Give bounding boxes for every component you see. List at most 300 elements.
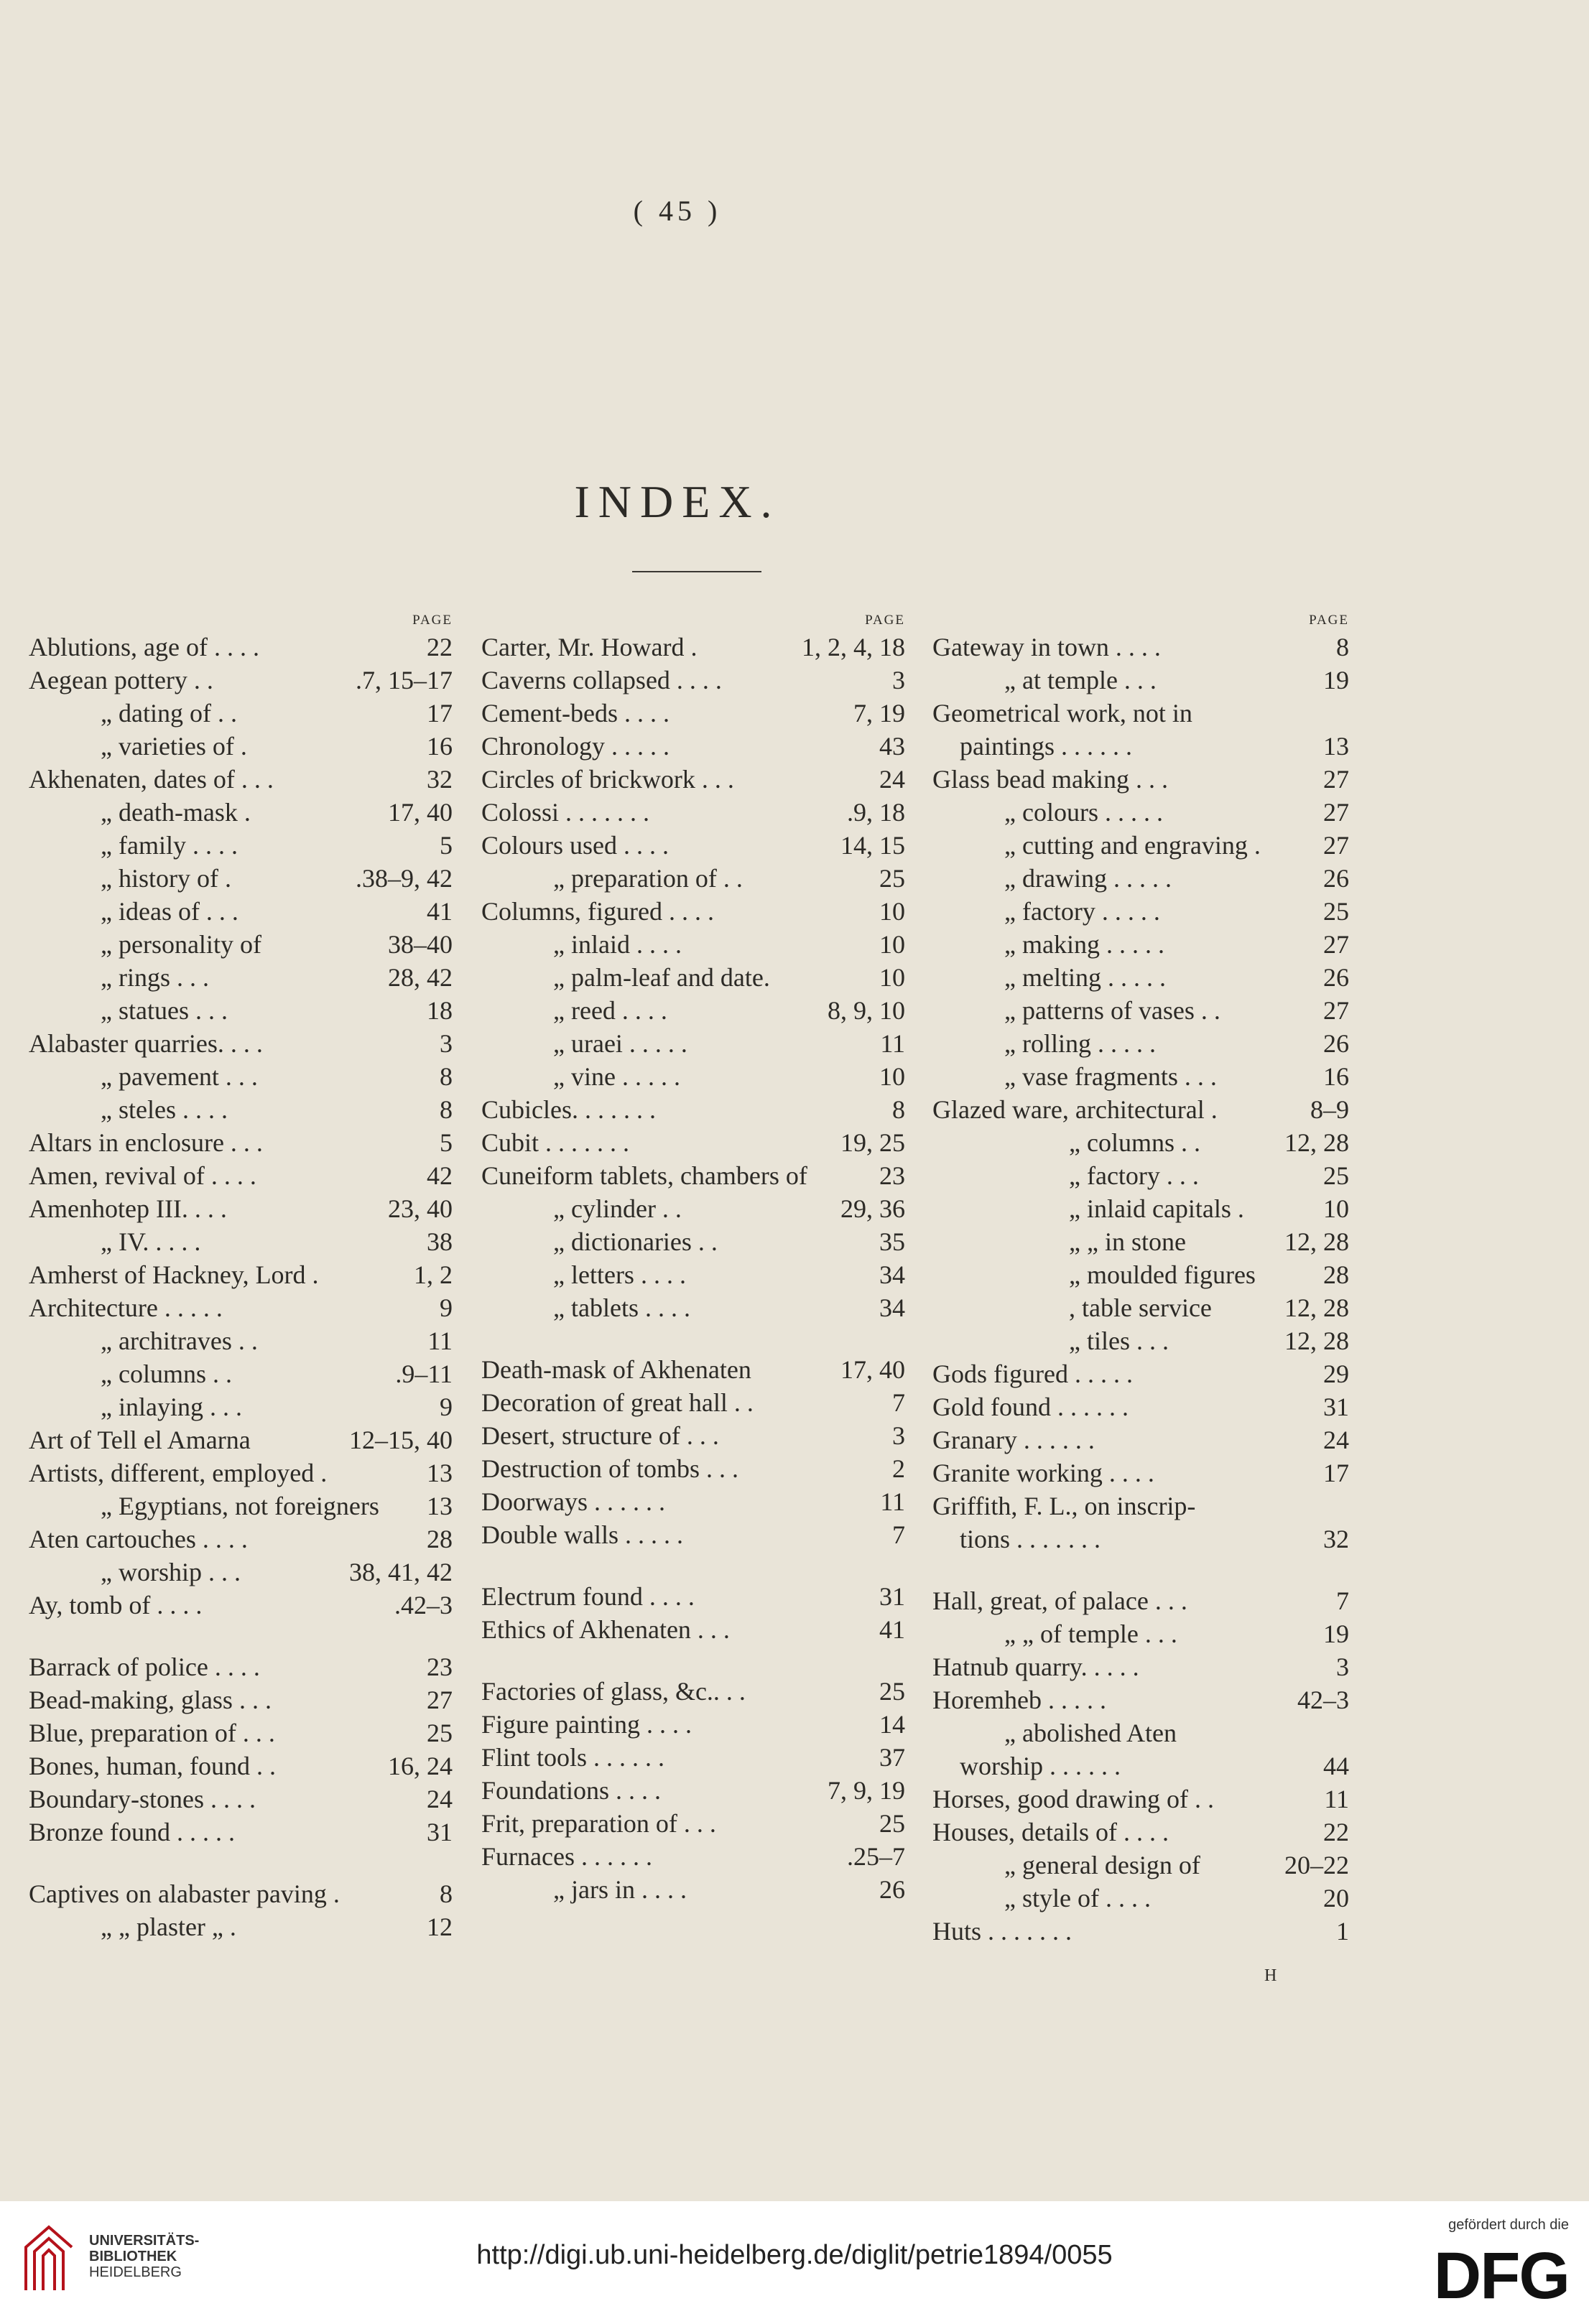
index-entry — [29, 1650, 453, 1683]
index-entry — [481, 1060, 905, 1093]
entry-page: 22 — [1323, 1818, 1349, 1846]
index-entry — [932, 895, 1349, 928]
index-entry — [932, 1782, 1349, 1816]
index-entry — [29, 1877, 453, 1910]
index-entry — [29, 1523, 453, 1556]
entry-term: „ making . . . . . — [1004, 930, 1164, 959]
entry-term: Electrum found . . . . — [481, 1582, 695, 1611]
entry-page: 24 — [1323, 1426, 1349, 1454]
index-entry — [481, 1708, 905, 1741]
index-entry — [481, 1419, 905, 1452]
index-entry — [932, 1915, 1349, 1948]
entry-term: „ columns . . — [1069, 1128, 1200, 1157]
index-entry — [932, 1192, 1349, 1225]
entry-term: Double walls . . . . . — [481, 1520, 683, 1549]
index-entry — [932, 1258, 1349, 1291]
entry-term: „ „ of temple . . . — [1004, 1619, 1177, 1648]
index-entry — [29, 961, 453, 994]
entry-page: 42 — [427, 1161, 453, 1190]
entry-page: .42–3 — [394, 1591, 453, 1619]
entry-term: „ steles . . . . — [101, 1095, 228, 1124]
entry-term: Ethics of Akhenaten . . . — [481, 1615, 730, 1644]
entry-term: „ family . . . . — [101, 831, 238, 860]
entry-term: Gods figured . . . . . — [932, 1359, 1133, 1388]
entry-term: Amenhotep III. . . . — [29, 1194, 227, 1223]
entry-page: 37 — [879, 1743, 905, 1772]
entry-term: „ rolling . . . . . — [1004, 1029, 1156, 1058]
entry-term: „ „ plaster „ . — [101, 1912, 236, 1941]
entry-term: Colours used . . . . — [481, 831, 669, 860]
entry-term: Carter, Mr. Howard . — [481, 633, 698, 661]
index-entry — [29, 1159, 453, 1192]
entry-term: Boundary-stones . . . . — [29, 1785, 256, 1813]
entry-page: 17 — [427, 699, 453, 728]
index-entry — [481, 1027, 905, 1060]
entry-term: Ay, tomb of . . . . — [29, 1591, 203, 1619]
entry-page: 26 — [1323, 963, 1349, 992]
index-entry — [481, 1225, 905, 1258]
entry-page: 32 — [427, 765, 453, 794]
entry-term: Colossi . . . . . . . — [481, 798, 650, 827]
entry-term: Foundations . . . . — [481, 1776, 662, 1805]
index-entry — [29, 829, 453, 862]
index-entry — [932, 1159, 1349, 1192]
entry-term: „ rings . . . — [101, 963, 209, 992]
index-entry — [481, 1807, 905, 1840]
entry-term: Circles of brickwork . . . — [481, 765, 734, 794]
entry-page: 12, 28 — [1284, 1326, 1349, 1355]
entry-page: 38 — [427, 1227, 453, 1256]
index-entry — [29, 1390, 453, 1423]
index-entry — [932, 1617, 1349, 1650]
entry-term: Amherst of Hackney, Lord . — [29, 1260, 319, 1289]
index-entry — [481, 895, 905, 928]
index-entry — [29, 1749, 453, 1782]
index-entry — [481, 664, 905, 697]
entry-page: 3 — [892, 1421, 905, 1450]
index-entry — [29, 1357, 453, 1390]
entry-page: 25 — [427, 1719, 453, 1747]
index-entry — [29, 1225, 453, 1258]
page-title: INDEX. — [574, 476, 781, 527]
entry-page: 34 — [879, 1293, 905, 1322]
entry-term: „ general design of — [1004, 1851, 1200, 1879]
index-entry — [932, 1423, 1349, 1456]
entry-term: „ melting . . . . . — [1004, 963, 1166, 992]
entry-page: .9–11 — [395, 1359, 453, 1388]
index-entry — [29, 664, 453, 697]
entry-page: 43 — [879, 732, 905, 761]
entry-term: Desert, structure of . . . — [481, 1421, 719, 1450]
index-entry — [481, 1159, 905, 1192]
page-column-header: PAGE — [1309, 613, 1349, 628]
index-entry — [481, 1452, 905, 1485]
entry-page: 27 — [427, 1686, 453, 1714]
entry-page: 17 — [1323, 1459, 1349, 1487]
section-gap — [481, 1646, 905, 1675]
entry-page: 27 — [1323, 765, 1349, 794]
entry-term: Figure painting . . . . — [481, 1710, 692, 1739]
index-entry — [481, 1258, 905, 1291]
index-entry — [481, 928, 905, 961]
entry-page: 8 — [892, 1095, 905, 1124]
entry-term: Horemheb . . . . . — [932, 1686, 1106, 1714]
entry-term: Cement-beds . . . . — [481, 699, 670, 728]
entry-term: Artists, different, employed . — [29, 1459, 328, 1487]
entry-term: „ moulded figures — [1069, 1260, 1256, 1289]
index-entry — [29, 1324, 453, 1357]
entry-page: 5 — [440, 1128, 453, 1157]
source-url-link[interactable]: http://digi.ub.uni-heidelberg.de/diglit/petrie1894/0055 — [476, 2240, 1113, 2270]
index-entry — [29, 697, 453, 730]
entry-page: 7 — [1336, 1586, 1349, 1615]
entry-page: 10 — [1323, 1194, 1349, 1223]
index-entry — [29, 994, 453, 1027]
index-entry — [29, 1816, 453, 1849]
entry-page: 11 — [880, 1487, 905, 1516]
entry-page: 32 — [1323, 1525, 1349, 1553]
index-entry — [481, 1613, 905, 1646]
entry-page: 25 — [879, 1677, 905, 1706]
index-entry — [481, 796, 905, 829]
entry-term: Altars in enclosure . . . — [29, 1128, 263, 1157]
index-entry — [932, 1456, 1349, 1489]
entry-page: 42–3 — [1297, 1686, 1349, 1714]
entry-term: Captives on alabaster paving . — [29, 1879, 340, 1908]
index-entry — [29, 1423, 453, 1456]
entry-page: 28, 42 — [388, 963, 453, 992]
entry-page: 27 — [1323, 996, 1349, 1025]
entry-page: 27 — [1323, 831, 1349, 860]
entry-term: Hall, great, of palace . . . — [932, 1586, 1187, 1615]
entry-term: Barrack of police . . . . — [29, 1653, 260, 1681]
entry-term: Gateway in town . . . . — [932, 633, 1161, 661]
entry-term: Granite working . . . . — [932, 1459, 1154, 1487]
index-entry — [29, 1910, 453, 1943]
entry-term: „ jars in . . . . — [553, 1875, 687, 1904]
entry-page: 29 — [1323, 1359, 1349, 1388]
digitization-footer — [0, 2201, 1589, 2324]
entry-term: Glazed ware, architectural . — [932, 1095, 1218, 1124]
entry-page: 3 — [440, 1029, 453, 1058]
index-entry — [481, 697, 905, 730]
entry-page: 10 — [879, 963, 905, 992]
entry-page: 13 — [427, 1459, 453, 1487]
entry-page: 25 — [879, 1809, 905, 1838]
library-name-line: HEIDELBERG — [89, 2264, 182, 2280]
index-entry — [932, 1523, 1349, 1556]
entry-term: „ preparation of . . — [553, 864, 743, 893]
entry-term: Aegean pottery . . — [29, 666, 213, 694]
entry-term: „ colours . . . . . — [1004, 798, 1163, 827]
entry-term: Alabaster quarries. . . . — [29, 1029, 263, 1058]
index-entry — [481, 1774, 905, 1807]
index-entry — [932, 664, 1349, 697]
entry-term: „ columns . . — [101, 1359, 232, 1388]
entry-term: worship . . . . . . — [960, 1752, 1121, 1780]
index-entry — [932, 1225, 1349, 1258]
index-entry — [932, 1816, 1349, 1849]
section-gap — [932, 1556, 1349, 1584]
index-entry — [932, 1291, 1349, 1324]
index-entry — [932, 697, 1349, 730]
entry-page: 25 — [1323, 1161, 1349, 1190]
entry-page: 31 — [427, 1818, 453, 1846]
entry-page: 23 — [427, 1653, 453, 1681]
index-entry — [481, 961, 905, 994]
entry-page: .25–7 — [847, 1842, 905, 1871]
index-entry — [29, 1489, 453, 1523]
index-entry — [481, 730, 905, 763]
entry-term: „ dating of . . — [101, 699, 237, 728]
entry-term: „ worship . . . — [101, 1558, 241, 1586]
index-entry — [481, 763, 905, 796]
index-entry — [932, 1849, 1349, 1882]
index-entry — [932, 1126, 1349, 1159]
entry-page: 38, 41, 42 — [349, 1558, 453, 1586]
entry-page: 7 — [892, 1520, 905, 1549]
entry-term: „ vase fragments . . . — [1004, 1062, 1217, 1091]
entry-page: 41 — [879, 1615, 905, 1644]
entry-page: 38–40 — [388, 930, 453, 959]
funding-label: gefördert durch die — [1448, 2217, 1569, 2233]
entry-term: Frit, preparation of . . . — [481, 1809, 716, 1838]
index-entry — [481, 1386, 905, 1419]
entry-term: „ „ in stone — [1069, 1227, 1186, 1256]
index-entry — [932, 1489, 1349, 1523]
page-column-header: PAGE — [412, 613, 453, 628]
index-entry — [29, 1716, 453, 1749]
index-entry — [29, 1291, 453, 1324]
index-entry — [932, 1390, 1349, 1423]
entry-page: 1 — [1336, 1917, 1349, 1946]
entry-term: Geometrical work, not in — [932, 699, 1192, 728]
index-entry — [29, 1258, 453, 1291]
entry-term: „ abolished Aten — [1004, 1719, 1177, 1747]
index-column-1 — [29, 610, 453, 1943]
index-entry — [29, 796, 453, 829]
entry-term: „ inlaid capitals . — [1069, 1194, 1244, 1223]
entry-term: „ inlaying . . . — [101, 1393, 242, 1421]
index-entry — [481, 862, 905, 895]
index-entry — [481, 1192, 905, 1225]
index-entry — [481, 1126, 905, 1159]
entry-term: Gold found . . . . . . — [932, 1393, 1129, 1421]
entry-term: tions . . . . . . . — [960, 1525, 1101, 1553]
entry-term: Amen, revival of . . . . — [29, 1161, 256, 1190]
index-entry — [481, 1675, 905, 1708]
entry-term: „ IV. . . . . — [101, 1227, 201, 1256]
index-entry — [481, 631, 905, 664]
entry-page: 26 — [879, 1875, 905, 1904]
entry-term: Granary . . . . . . — [932, 1426, 1095, 1454]
entry-page: 8–9 — [1310, 1095, 1349, 1124]
page-number: ( 45 ) — [633, 195, 722, 227]
index-entry — [29, 1027, 453, 1060]
entry-term: „ statues . . . — [101, 996, 228, 1025]
index-entry — [29, 895, 453, 928]
entry-term: Ablutions, age of . . . . — [29, 633, 259, 661]
entry-term: „ inlaid . . . . — [553, 930, 682, 959]
entry-term: „ at temple . . . — [1004, 666, 1157, 694]
entry-term: „ tiles . . . — [1069, 1326, 1169, 1355]
entry-term: Hatnub quarry. . . . . — [932, 1653, 1139, 1681]
entry-term: Horses, good drawing of . . — [932, 1785, 1214, 1813]
entry-page: 2 — [892, 1454, 905, 1483]
entry-term: „ pavement . . . — [101, 1062, 258, 1091]
index-entry — [481, 1741, 905, 1774]
entry-page: 14 — [879, 1710, 905, 1739]
index-entry — [29, 1093, 453, 1126]
index-entry — [932, 1683, 1349, 1716]
entry-page: 31 — [1323, 1393, 1349, 1421]
entry-page: 23 — [879, 1161, 905, 1190]
entry-page: 11 — [1324, 1785, 1349, 1813]
entry-page: 12, 28 — [1284, 1227, 1349, 1256]
entry-term: „ ideas of . . . — [101, 897, 238, 926]
index-entry — [932, 730, 1349, 763]
entry-page: 10 — [879, 897, 905, 926]
entry-term: Factories of glass, &c.. . . — [481, 1677, 746, 1706]
index-entry — [481, 1580, 905, 1613]
entry-page: 44 — [1323, 1752, 1349, 1780]
index-entry — [29, 1782, 453, 1816]
entry-term: „ palm-leaf and date. — [553, 963, 770, 992]
entry-term: „ style of . . . . — [1004, 1884, 1151, 1912]
entry-term: Decoration of great hall . . — [481, 1388, 754, 1417]
entry-page: 10 — [879, 1062, 905, 1091]
entry-page: 17, 40 — [388, 798, 453, 827]
entry-page: 17, 40 — [840, 1355, 905, 1384]
entry-term: „ architraves . . — [101, 1326, 258, 1355]
entry-page: 1, 2 — [414, 1260, 453, 1289]
entry-page: 7, 19 — [853, 699, 905, 728]
entry-term: Cuneiform tablets, chambers of — [481, 1161, 807, 1190]
entry-term: „ vine . . . . . — [553, 1062, 680, 1091]
entry-term: Bones, human, found . . — [29, 1752, 276, 1780]
entry-term: Bronze found . . . . . — [29, 1818, 235, 1846]
entry-page: 7, 9, 19 — [828, 1776, 905, 1805]
index-entry — [932, 1650, 1349, 1683]
title-rule — [632, 571, 761, 572]
entry-term: Cubicles. . . . . . . — [481, 1095, 656, 1124]
entry-page: .9, 18 — [847, 798, 905, 827]
entry-page: 11 — [880, 1029, 905, 1058]
index-column-2 — [481, 610, 905, 1906]
library-name-line: UNIVERSITÄTS- — [89, 2233, 200, 2249]
entry-term: „ factory . . . . . — [1004, 897, 1160, 926]
index-entry — [932, 1060, 1349, 1093]
section-gap — [481, 1324, 905, 1353]
entry-term: Aten cartouches . . . . — [29, 1525, 248, 1553]
entry-page: 18 — [427, 996, 453, 1025]
index-entry — [481, 1291, 905, 1324]
entry-term: Houses, details of . . . . — [932, 1818, 1169, 1846]
entry-page: 8 — [1336, 633, 1349, 661]
index-entry — [932, 928, 1349, 961]
entry-page: 8 — [440, 1095, 453, 1124]
index-entry — [29, 763, 453, 796]
index-entry — [481, 829, 905, 862]
index-entry — [932, 763, 1349, 796]
entry-page: 3 — [892, 666, 905, 694]
index-entry — [481, 1485, 905, 1518]
entry-page: 11 — [427, 1326, 453, 1355]
signature-mark: H — [1264, 1966, 1277, 1985]
entry-page: 26 — [1323, 864, 1349, 893]
entry-page: 12 — [427, 1912, 453, 1941]
index-entry — [29, 1683, 453, 1716]
index-entry — [932, 1324, 1349, 1357]
entry-page: 29, 36 — [840, 1194, 905, 1223]
index-entry — [481, 1353, 905, 1386]
entry-term: „ varieties of . — [101, 732, 247, 761]
index-entry — [29, 1556, 453, 1589]
index-entry — [932, 1093, 1349, 1126]
index-entry — [932, 994, 1349, 1027]
entry-page: 27 — [1323, 798, 1349, 827]
dfg-logo: DFG — [1433, 2239, 1569, 2313]
index-entry — [932, 1716, 1349, 1749]
index-entry — [932, 961, 1349, 994]
entry-term: Caverns collapsed . . . . — [481, 666, 722, 694]
entry-term: „ history of . — [101, 864, 231, 893]
entry-term: , table service — [1069, 1293, 1212, 1322]
entry-page: 28 — [1323, 1260, 1349, 1289]
index-entry — [932, 1027, 1349, 1060]
index-entry — [29, 1589, 453, 1622]
entry-page: 24 — [879, 765, 905, 794]
entry-page: 19 — [1323, 666, 1349, 694]
entry-term: „ tablets . . . . — [553, 1293, 690, 1322]
index-entry — [932, 1882, 1349, 1915]
entry-page: 10 — [879, 930, 905, 959]
entry-page: .7, 15–17 — [356, 666, 453, 694]
entry-term: Flint tools . . . . . . — [481, 1743, 665, 1772]
entry-term: Destruction of tombs . . . — [481, 1454, 738, 1483]
section-gap — [29, 1849, 453, 1877]
entry-page: 5 — [440, 831, 453, 860]
index-column-3 — [932, 610, 1349, 1948]
index-entry — [932, 631, 1349, 664]
entry-page: 28 — [427, 1525, 453, 1553]
entry-page: 23, 40 — [388, 1194, 453, 1223]
entry-term: Death-mask of Akhenaten — [481, 1355, 751, 1384]
entry-term: Art of Tell el Amarna — [29, 1426, 251, 1454]
entry-page: 35 — [879, 1227, 905, 1256]
entry-term: „ letters . . . . — [553, 1260, 686, 1289]
entry-page: 9 — [440, 1393, 453, 1421]
section-gap — [29, 1622, 453, 1650]
entry-term: Doorways . . . . . . — [481, 1487, 665, 1516]
index-entry — [932, 1749, 1349, 1782]
entry-term: Architecture . . . . . — [29, 1293, 223, 1322]
index-entry — [29, 1456, 453, 1489]
entry-term: „ factory . . . — [1069, 1161, 1199, 1190]
entry-term: Furnaces . . . . . . — [481, 1842, 652, 1871]
entry-page: 31 — [879, 1582, 905, 1611]
entry-term: Glass bead making . . . — [932, 765, 1168, 794]
entry-term: Bead-making, glass . . . — [29, 1686, 272, 1714]
entry-term: Cubit . . . . . . . — [481, 1128, 630, 1157]
entry-page: 16 — [427, 732, 453, 761]
entry-page: 13 — [1323, 732, 1349, 761]
entry-page: .38–9, 42 — [356, 864, 453, 893]
entry-page: 34 — [879, 1260, 905, 1289]
entry-term: „ cylinder . . — [553, 1194, 682, 1223]
entry-term: Griffith, F. L., on inscrip- — [932, 1492, 1196, 1520]
index-entry — [481, 1873, 905, 1906]
